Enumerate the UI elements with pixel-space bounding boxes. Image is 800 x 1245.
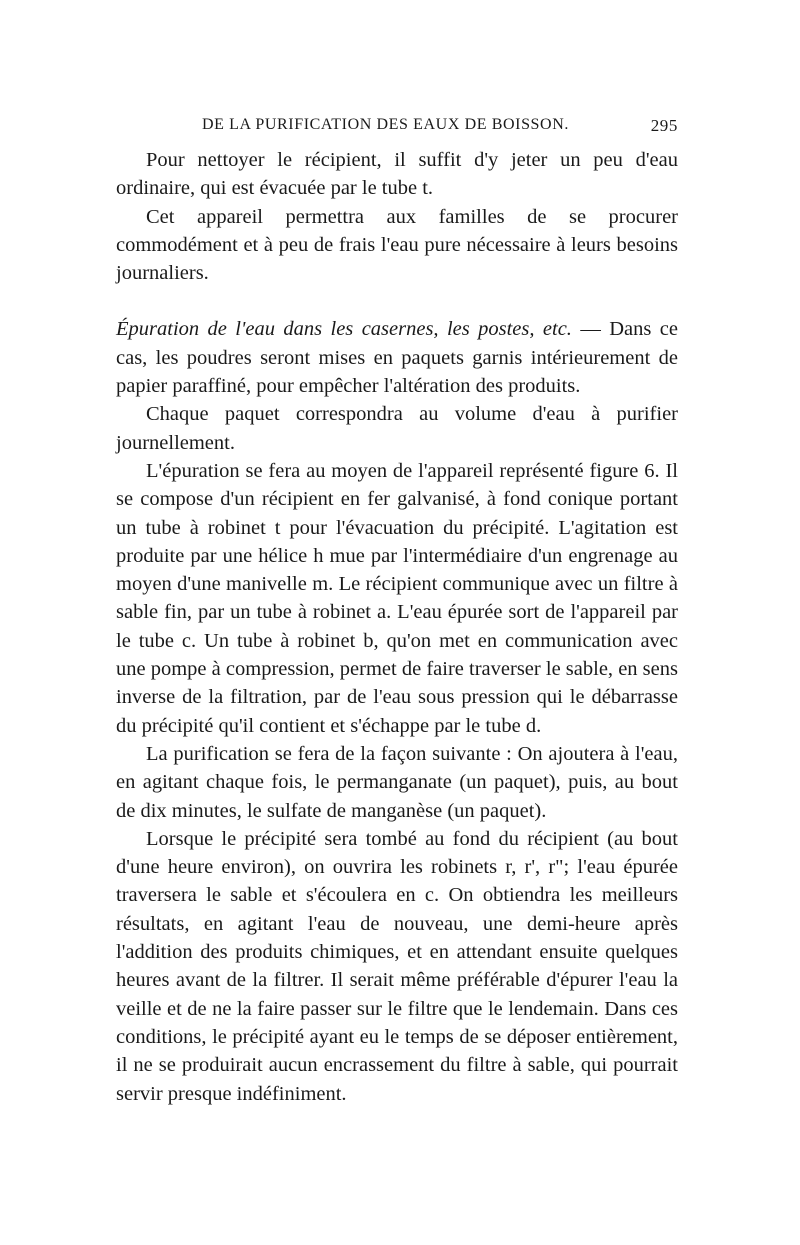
paragraph-section-casernes bbox=[116, 315, 678, 400]
running-title: DE LA PURIFICATION DES EAUX DE BOISSON. bbox=[202, 116, 569, 133]
body-text bbox=[116, 146, 678, 1108]
paragraph-purification: La purification se fera de la façon suivante : On ajoutera à l'eau, en agitant chaque fois, le permanganate (un paquet), puis, au bout de dix minutes, le sulfate de manganèse (un paquet). bbox=[116, 742, 678, 822]
paragraph-cleaning: Pour nettoyer le récipient, il suffit d'y jeter un peu d'eau ordinaire, qui est évacuée par le tube t. bbox=[116, 149, 678, 200]
paragraph-appareil: L'épuration se fera au moyen de l'appareil représenté figure 6. Il se compose d'un récipient en fer galvanisé, à fond conique portant un tube à robinet t pour l'évacuation du précipité. L'agitation est produite par une hélice h mue par l'intermédiaire d'un engrenage au moyen d'une manivelle m. Le récipient communique avec un filtre à sable fin, par un tube à robinet a. L'eau épurée sort de l'appareil par le tube c. Un tube à robinet b, qu'on met en communication avec une pompe à compression, permet de faire traverser le sable, en sens inverse de la filtration, par de l'eau sous pression qui le débarrasse du précipité qu'il contient et s'échappe par le tube d. bbox=[116, 459, 678, 737]
section-title: Épuration de l'eau dans les casernes, les postes, etc. bbox=[116, 318, 572, 341]
paragraph-precipite: Lorsque le précipité sera tombé au fond du récipient (au bout d'une heure environ), on ouvrira les robinets r, r', r"; l'eau épurée traversera le sable et s'écoulera en c. On obtiendra les meilleurs résultats, en agitant l'eau de nouveau, une demi-heure après l'addition des produits chimiques, et en attendant ensuite quelques heures avant de la filtrer. Il serait même préférable d'épurer l'eau la veille et de ne la faire passer sur le filtre que le lendemain. Dans ces conditions, le précipité ayant eu le temps de se déposer entièrement, il ne se produirait aucun encrassement du filtre à sable, qui pourrait servir presque indéfiniment. bbox=[116, 827, 678, 1105]
running-header bbox=[202, 116, 678, 142]
paragraph-paquet: Chaque paquet correspondra au volume d'eau à purifier journellement. bbox=[116, 403, 678, 454]
page-number: 295 bbox=[650, 116, 678, 135]
paragraph-families: Cet appareil permettra aux familles de se procurer commodément et à peu de frais l'eau pure nécessaire à leurs besoins journaliers. bbox=[116, 205, 678, 285]
section-intro-text: — Dans ce cas, les poudres seront mises en paquets garnis intérieurement de papier paraffiné, pour empêcher l'altération des produits. bbox=[116, 318, 678, 398]
